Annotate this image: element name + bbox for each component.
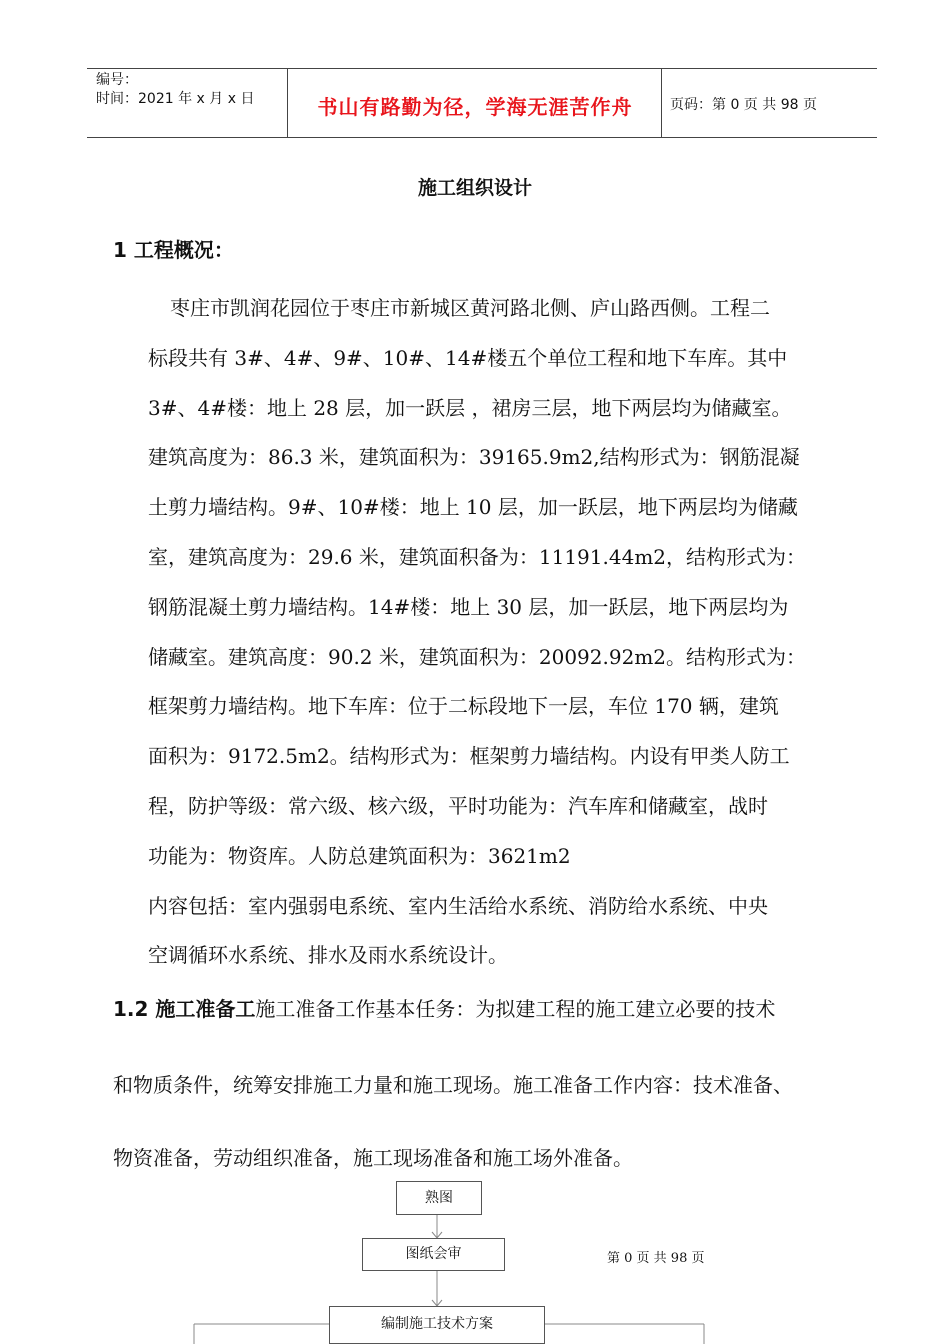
section-1-2-text: 施工准备工作基本任务：为拟建工程的施工建立必要的技术 — [255, 997, 776, 1021]
header-motto: 书山有路勤为径，学海无涯苦作舟 — [317, 95, 633, 119]
page-header — [87, 68, 877, 138]
paragraph-line: 室，建筑高度为：29.6 米，建筑面积备为：11191.44m2，结构形式为： — [148, 544, 807, 569]
section-1-2-heading: 1.2 施工准备工 — [113, 997, 256, 1021]
document-time-label: 时间：2021 年 x 月 x 日 — [96, 91, 255, 107]
document-title: 施工组织设计 — [417, 177, 532, 199]
section-1-2-line — [113, 993, 775, 1022]
document-number-label: 编号： — [96, 72, 138, 88]
section-1-heading: 1 工程概况： — [113, 238, 234, 262]
flowchart-step-label: 编制施工技术方案 — [381, 1316, 493, 1332]
section-1-2-line: 物资准备，劳动组织准备，施工现场准备和施工场外准备。 — [113, 1146, 633, 1170]
paragraph-line: 空调循环水系统、排水及雨水系统设计。 — [148, 943, 508, 968]
paragraph-line: 土剪力墙结构。9#、10#楼：地上 10 层，加一跃层，地下两层均为储藏 — [148, 495, 798, 520]
footer-page-number: 第 0 页 共 98 页 — [607, 1251, 705, 1266]
paragraph-line: 面积为：9172.5m2。结构形式为：框架剪力墙结构。内设有甲类人防工 — [148, 744, 790, 769]
paragraph-line: 标段共有 3#、4#、9#、10#、14#楼五个单位工程和地下车库。其中 — [148, 345, 788, 370]
flowchart-step-3 — [329, 1306, 545, 1344]
paragraph-line: 功能为：物资库。人防总建筑面积为：3621m2 — [148, 843, 571, 868]
paragraph-line: 枣庄市凯润花园位于枣庄市新城区黄河路北侧、庐山路西侧。工程二 — [170, 296, 770, 320]
paragraph-line: 钢筋混凝土剪力墙结构。14#楼：地上 30 层，加一跃层，地下两层均为 — [148, 594, 789, 619]
paragraph-line: 3#、4#楼：地上 28 层，加一跃层 ，裙房三层，地下两层均为储藏室。 — [148, 395, 792, 420]
paragraph-line: 储藏室。建筑高度：90.2 米，建筑面积为：20092.92m2。结构形式为： — [148, 644, 807, 669]
header-meta — [96, 71, 254, 109]
paragraph-line: 程，防护等级：常六级、核六级，平时功能为：汽车库和储藏室，战时 — [148, 793, 768, 818]
paragraph-line: 建筑高度为：86.3 米，建筑面积为：39165.9m2,结构形式为：钢筋混凝 — [148, 445, 800, 470]
paragraph-line: 框架剪力墙结构。地下车库：位于二标段地下一层，车位 170 辆，建筑 — [148, 694, 779, 719]
section-1-2-line: 和物质条件，统筹安排施工力量和施工现场。施工准备工作内容：技术准备、 — [113, 1073, 793, 1097]
flowchart-step-2 — [362, 1238, 505, 1271]
flowchart-step-1 — [396, 1181, 482, 1215]
header-page-number: 页码：第 0 页 共 98 页 — [670, 97, 817, 113]
flowchart-step-label: 熟图 — [425, 1190, 453, 1206]
flowchart-step-label: 图纸会审 — [405, 1246, 462, 1262]
header-divider — [287, 69, 288, 137]
section-1-body — [148, 284, 860, 981]
paragraph-line: 内容包括：室内强弱电系统、室内生活给水系统、消防给水系统、中央 — [148, 893, 768, 918]
header-divider — [661, 69, 662, 137]
